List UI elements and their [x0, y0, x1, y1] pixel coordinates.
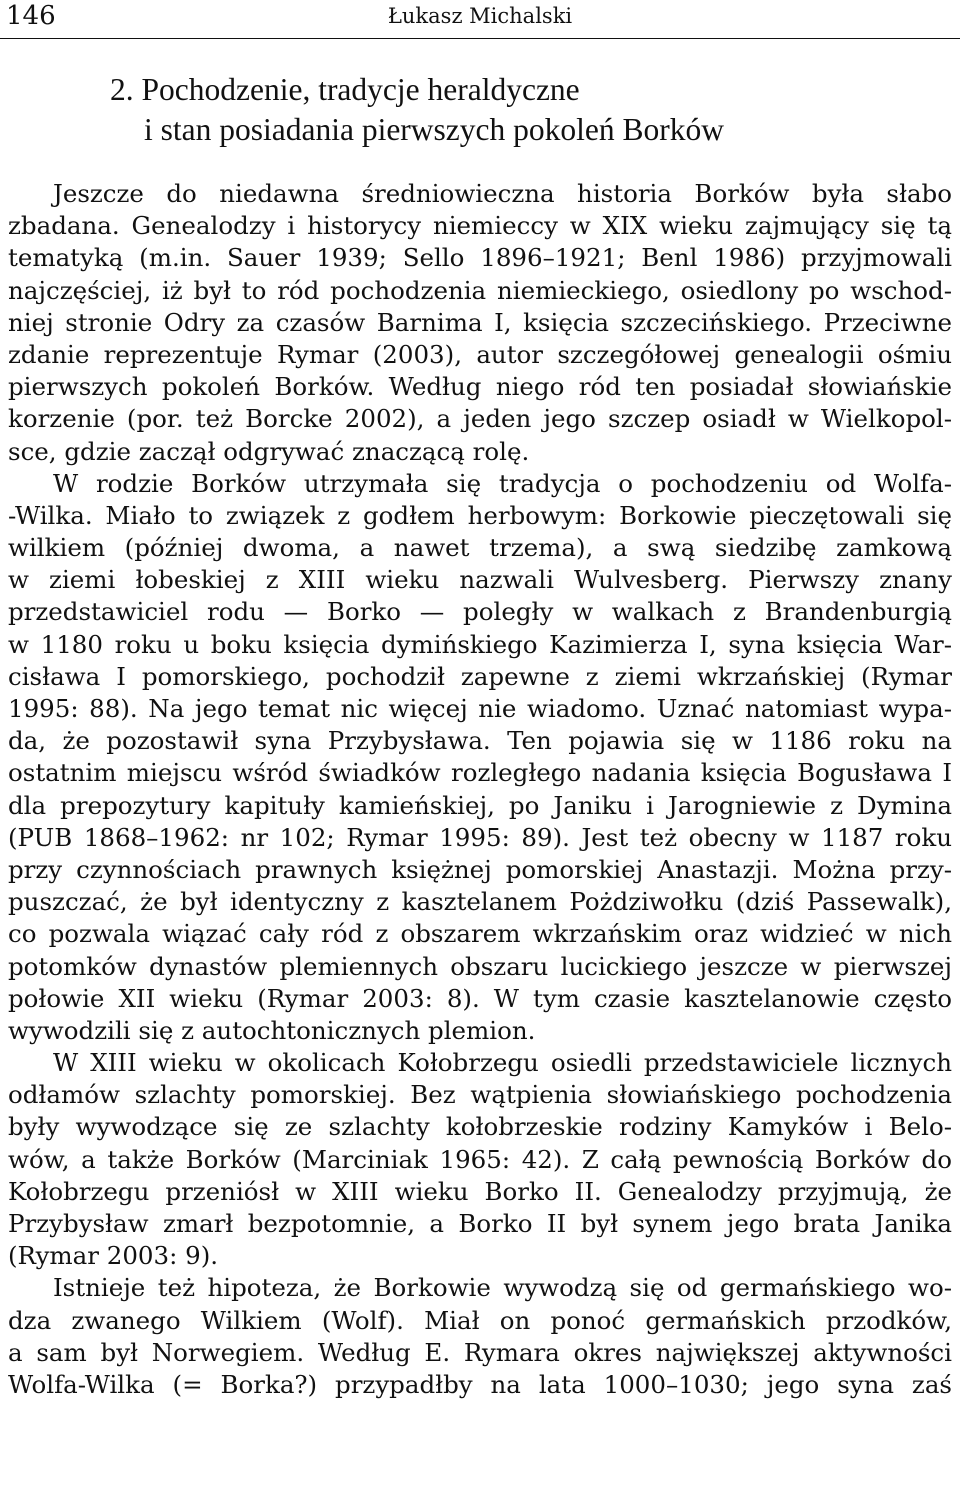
text-line: W rodzie Borków utrzymała się tradycja o pochodzeniu od Wolfa-	[53, 468, 952, 498]
text-line: tematyką (m.in. Sauer 1939; Sello 1896–1921; Benl 1986) przyjmowali	[8, 243, 952, 273]
text-line: da, że pozostawił syna Przybysława. Ten pojawia się w 1186 roku na	[8, 726, 952, 756]
text-line: Kołobrzegu przeniósł w XIII wieku Borko II. Genealodzy przyjmują, że	[8, 1176, 952, 1206]
text-line: dla prepozytury kapituły kamieńskiej, po Janiku i Jarogniewie z Dymina	[8, 790, 952, 820]
text-line: pierwszych pokoleń Borków. Według niego ród ten posiadał słowiańskie	[8, 372, 952, 402]
text-line: w 1180 roku u boku księcia dymińskiego Kazimierza I, syna księcia War-	[8, 629, 952, 659]
body-text	[8, 178, 952, 1401]
text-line: przy czynnościach prawnych księżnej pomorskiej Anastazji. Można przy-	[8, 854, 952, 884]
text-line: wilkiem (później dwoma, a nawet trzema), a swą siedzibę zamkową	[8, 533, 952, 563]
text-line: zbadana. Genealodzy i historycy niemieccy w XIX wieku zajmujący się tą	[8, 211, 952, 241]
text-line: wywodzili się z autochtonicznych plemion.	[8, 1015, 536, 1045]
text-line: co pozwala wiązać cały ród z obszarem wkrzańskim oraz widzieć w nich	[8, 919, 952, 949]
text-line: sce, gdzie zaczął odgrywać znaczącą rolę.	[8, 436, 530, 466]
text-line: a sam był Norwegiem. Według E. Rymara okres największej aktywności	[8, 1337, 952, 1367]
text-line: Jeszcze do niedawna średniowieczna historia Borków była słabo	[53, 179, 952, 208]
page-number: 146	[6, 1, 56, 31]
text-line: -Wilka. Miało to związek z godłem herbowym: Borkowie pieczętowali się	[8, 500, 952, 530]
text-line: dza zwanego Wilkiem (Wolf). Miał on ponoć germańskich przodków,	[8, 1305, 952, 1335]
text-line: w ziemi łobeskiej z XIII wieku nazwali Wulvesberg. Pierwszy znany	[8, 565, 952, 595]
page-header	[0, 0, 960, 39]
section-heading	[110, 70, 930, 150]
text-line: 1995: 88). Na jego temat nic więcej nie wiadomo. Uznać natomiast wypa-	[8, 694, 952, 723]
text-line: najczęściej, iż był to ród pochodzenia niemieckiego, osiedlony po wschod-	[8, 275, 952, 305]
text-line: zdanie reprezentuje Rymar (2003), autor szczegółowej genealogii ośmiu	[8, 339, 952, 369]
text-line: cisława I pomorskiego, pochodził zapewne z ziemi wkrzańskiej (Rymar	[8, 661, 952, 691]
text-line: W XIII wieku w okolicach Kołobrzegu osiedli przedstawiciele licznych	[53, 1048, 952, 1078]
text-line: wów, a także Borków (Marciniak 1965: 42). Z całą pewnością Borków do	[8, 1144, 952, 1174]
text-line: odłamów szlachty pomorskiej. Bez wątpienia słowiańskiego pochodzenia	[8, 1080, 952, 1110]
text-line: (PUB 1868–1962: nr 102; Rymar 1995: 89). Jest też obecny w 1187 roku	[8, 822, 952, 852]
text-line: były wywodzące się ze szlachty kołobrzeskie rodziny Kamyków i Belo-	[8, 1112, 952, 1142]
text-line: połowie XII wieku (Rymar 2003: 8). W tym czasie kasztelanowie często	[8, 983, 952, 1013]
text-line: przedstawiciel rodu — Borko — poległy w walkach z Brandenburgią	[8, 597, 952, 627]
text-line: korzenie (por. też Borcke 2002), a jeden jego szczep osiadł w Wielkopol-	[8, 404, 952, 434]
section-heading-line-1: 2. Pochodzenie, tradycje heraldyczne	[110, 72, 580, 107]
section-heading-line-2: i stan posiadania pierwszych pokoleń Borków	[144, 112, 724, 147]
text-line: potomków dynastów plemiennych obszaru lucickiego jeszcze w pierwszej	[8, 951, 952, 981]
text-line: puszczać, że był identyczny z kasztelanem Pożdziwołku (dziś Passewalk),	[8, 887, 952, 917]
text-line: niej stronie Odry za czasów Barnima I, księcia szczecińskiego. Przeciwne	[8, 307, 952, 337]
text-line: (Rymar 2003: 9).	[8, 1241, 219, 1271]
running-head-author: Łukasz Michalski	[387, 4, 573, 28]
text-line: Istnieje też hipoteza, że Borkowie wywodzą się od germańskiego wo-	[53, 1273, 952, 1303]
text-line: Wolfa-Wilka (= Borka?) przypadłby na lata 1000–1030; jego syna zaś	[8, 1369, 952, 1399]
text-line: ostatnim miejscu wśród świadków rozległego nadania księcia Bogusława I	[8, 758, 952, 788]
text-line: Przybysław zmarł bezpotomnie, a Borko II był synem jego brata Janika	[8, 1209, 952, 1238]
